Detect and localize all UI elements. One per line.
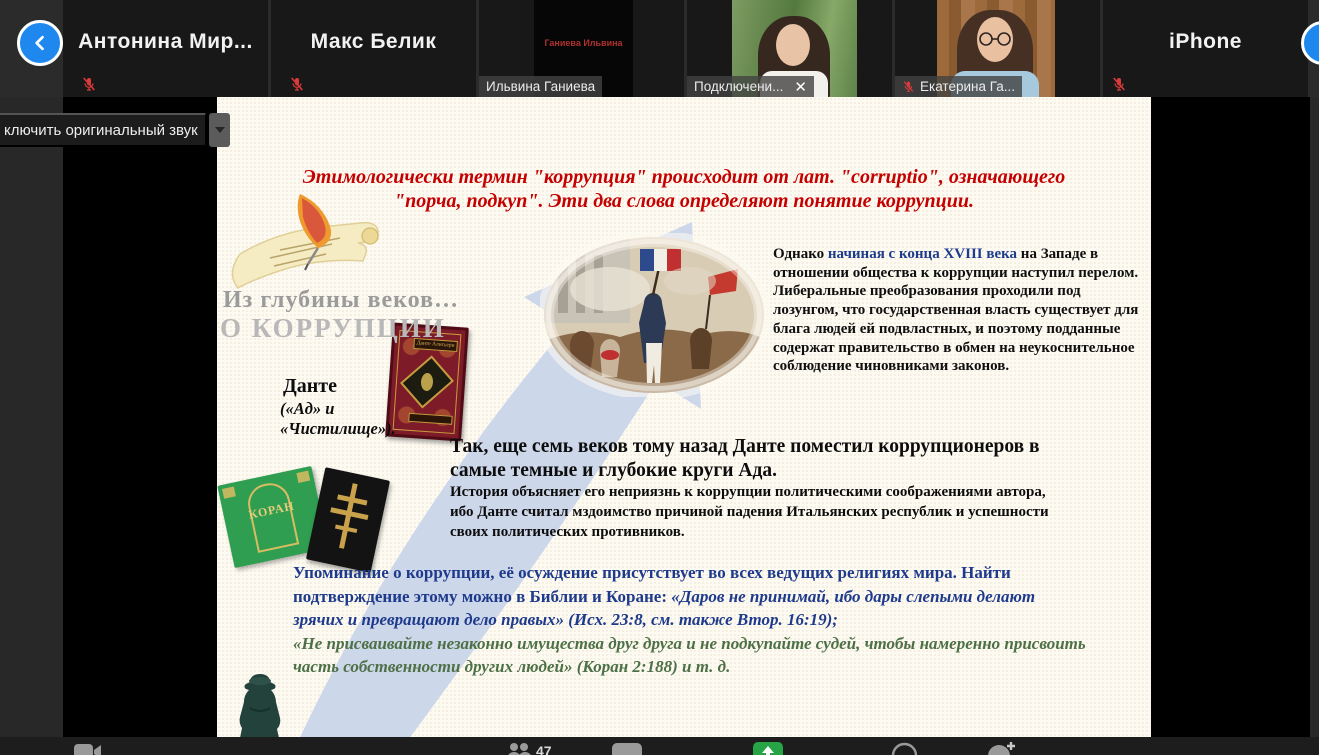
koran-cover-title: КОРАН — [247, 498, 296, 522]
participants-strip — [0, 0, 1319, 97]
mic-slash-icon — [1111, 76, 1127, 92]
dante-works-label: («Ад» и «Чистилище»). — [280, 399, 396, 438]
bible-quote: «Даров не принимай, ибо дары слепыми делают зрячих и превращают дело правых» (Исх. 23:8, см. также Втор. 16:19); — [293, 586, 1036, 629]
participant-name: iPhone — [1168, 30, 1242, 53]
chevron-right-icon — [1314, 34, 1319, 52]
book-title: Данте Алигьери — [413, 338, 458, 352]
participant-name: Екатерина Га... — [920, 79, 1016, 94]
letterbox-left — [63, 97, 217, 737]
glasses — [977, 32, 1013, 46]
ancient-statue-image — [228, 672, 292, 737]
participant-tile[interactable] — [271, 0, 476, 97]
revolution-painting — [540, 233, 768, 397]
participant-tile[interactable] — [1103, 0, 1308, 97]
dante-label: Данте — [283, 375, 337, 397]
letterbox-right — [1151, 97, 1310, 737]
mic-slash-icon — [902, 80, 915, 93]
mic-slash-icon — [289, 76, 305, 92]
previous-participants-button[interactable] — [17, 20, 63, 66]
west-paragraph: Однако начиная с конца XVIII века на Западе в отношении общества к коррупции наступил перелом. Либеральные преобразования проходили под лозунгом, что государственная власть существует для блага людей ей подвластных, и поэтому подданные содержат правительство в обмен на неукоснительное соблюдение чиновниками законов. — [773, 246, 1139, 375]
slide-title: Этимологически термин "коррупция" происходит от лат. "corruptio", означающего "порча, подкуп". Эти два слова определяют понятие коррупции. — [302, 166, 1066, 212]
koran-quote: «Не присваивайте незаконно имущества друг друга и не подкупайте судей, чтобы намеренно присвоить часть собственности других людей» (Коран 2:188) и т. д. — [293, 633, 1086, 676]
dante-body-paragraph: История объясняет его неприязнь к коррупции политическими соображениями автора, ибо Данте считал мздоимство причиной падения Итальянских республик и успешности своих политических противников. — [450, 484, 1049, 540]
video-caption: Ганиева Ильвина — [544, 38, 623, 48]
dante-lead-paragraph: Так, еще семь веков тому назад Данте поместил коррупционеров в самые темные и глубокие круги Ада. — [450, 436, 1040, 481]
religions-paragraph: Упоминание о коррупции, её осуждение присутствует во всех ведущих религиях мира. Найти подтверждение этому можно в Библии и Коране: «Даров не принимай, ибо дары слепыми делают зрячих и превращают дело правых» (Исх. 23:8, см. также Втор. 16:19); «Не присваивайте незаконно имущества друг друга и не подкупайте судей, чтобы намеренно присвоить часть собственности других людей» (Коран 2:188) и т. д. — [293, 561, 1088, 679]
participant-name-badge — [895, 76, 1022, 97]
participant-name: Подключени... — [694, 79, 784, 94]
participant-tile[interactable] — [63, 0, 268, 97]
participant-name: Антонина Мир... — [78, 30, 253, 53]
participant-tile[interactable] — [479, 0, 684, 97]
caret-down-icon — [215, 127, 225, 133]
shared-presentation-slide — [217, 97, 1151, 737]
participant-tile[interactable] — [895, 0, 1100, 97]
video-camera-icon[interactable] — [74, 743, 102, 755]
meeting-toolbar — [0, 737, 1319, 755]
share-screen-button[interactable] — [753, 742, 783, 755]
participants-icon[interactable] — [506, 743, 532, 755]
about-corruption-heading: О КОРРУПЦИИ — [220, 313, 446, 343]
participant-tile[interactable] — [687, 0, 892, 97]
participant-name: Ильвина Ганиева — [486, 79, 596, 94]
highlighted-period: начиная с конца XVIII века — [827, 246, 1018, 262]
original-sound-button[interactable] — [0, 113, 207, 147]
reactions-icon[interactable] — [986, 741, 1018, 755]
participants-count: 47 — [536, 743, 552, 755]
participant-name-badge — [479, 76, 602, 97]
close-icon[interactable]: ✕ — [794, 78, 807, 96]
chevron-left-icon — [30, 33, 50, 53]
participant-name: Макс Белик — [310, 30, 437, 53]
record-icon[interactable] — [891, 742, 918, 755]
from-depths-heading: Из глубины веков… — [223, 287, 460, 313]
original-sound-dropdown[interactable] — [209, 113, 230, 147]
chat-icon[interactable] — [612, 743, 642, 755]
arrow-up-icon — [761, 746, 775, 755]
connecting-badge — [687, 76, 814, 97]
original-sound-label: ключить оригинальный звук — [4, 121, 198, 139]
mic-slash-icon — [81, 76, 97, 92]
